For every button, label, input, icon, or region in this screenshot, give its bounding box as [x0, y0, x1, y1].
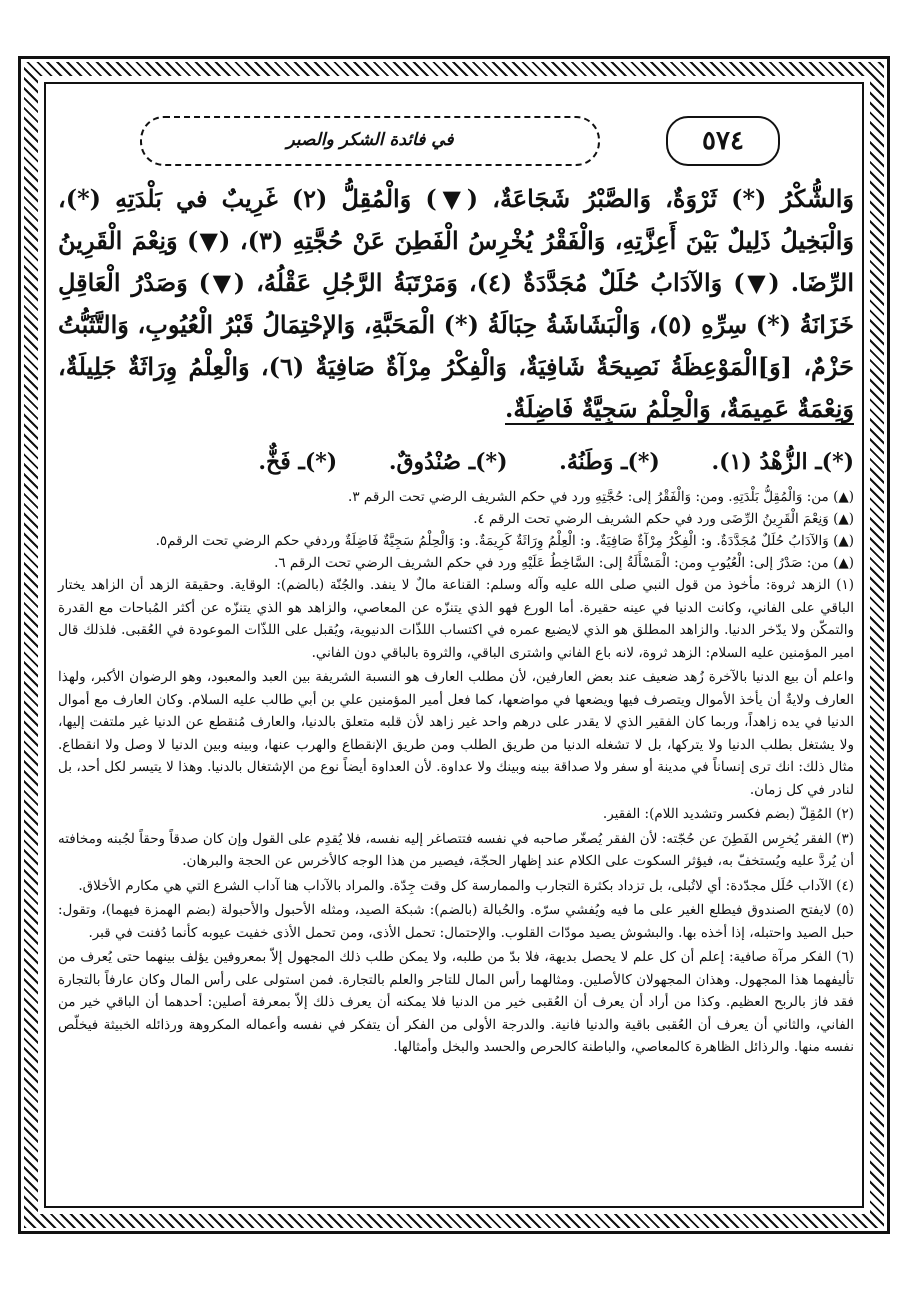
footnote: (٢) المُقِلّ (بضم فكسر وتشديد اللام): الفقير.	[602, 806, 854, 822]
main-line: وَالشُّكْرُ (*) ثَرْوَةٌ، وَالصَّبْرُ شَجَاعَةٌ، (▼) وَالْمُقِلُّ (٢) غَرِيبٌ في بَلْدَتِهِ (*)، وَالْبَخِيلُ ذَلِيلٌ بَيْنَ أَعِزَّتِهِ،	[58, 184, 854, 255]
main-line: الرَّجُلِ عَقْلُهُ، (▼) وَصَدْرُ الْعَاقِلِ خَزَانَةُ (*) سِرِّهِ (٥)، وَالْبَشَاشَةُ حِبَالَةُ (*) الْمَحَبَّةِ، وَالإحْتِمَالُ قَبْرُ	[58, 268, 855, 339]
footnote: (٦) الفكر مرآة صافية: إعلم أن كل علم لا يحصل بديهة، فلا بدّ من طلبه، ولا يمكن طلب ذلك المجهول إلاّ بمعروفين يؤلف بينهما حتى يُعرف من تأليفهما هذا المجهول. وهذان المجهولان كالأصلين. ومثالهما رأس المال للتاجر والعلم بالتجارة. فمن استولى على رأس المال وكان عارفاً بالتجارة فقد فاز بالربح العظيم. وكذا من أراد أن يعرف أن العُقبى خير من الدنيا فلا يمكنه أن يعرف ذلك إلاّ بمعرفة أصلين: أحدهما أن الباقي خير من الفاني، والثاني أن يعرف أن العُقبى باقية والدنيا فانية. والدرجة الأولى من الفكر أن يتفكر في نفسه وأعماله المكروهة ورذائله الخبيثة فيخلّص نفسه منها. والرذائل الظاهرة كالمعاصي، والباطنة كالحرص والحسد والبخل وأمثالها.	[58, 949, 854, 1055]
gloss-item: (*)ـ فَخٌّ.	[258, 449, 338, 475]
main-line: وَالْفَقْرُ يُخْرِسُ الْفَطِنَ عَنْ حُجَّتِهِ (٣)، (▼) وَنِعْمَ الْقَرِينُ الرِّضَا. (▼) وَالآدَابُ حُلَلٌ مُجَدَّدَةٌ (٤)، وَمَرْتَبَةُ	[58, 226, 854, 297]
footnote: (٤) الآداب حُلَل مجدّدة: أي لاتُبلى، بل تزداد بكثرة التجارب والممارسة كل وقت جِدّة. والمراد بالآداب هنا آداب الشرع التي هي مكارم الأخلاق.	[78, 877, 854, 894]
variant-note: (▲) من: وَالْمُقِلُّ بَلْدَتِهِ. ومن: وَالْفَقْرُ إلى: حُجَّتِهِ ورد في حكم الشريف الرضي تحت الرقم ٣.	[348, 489, 854, 505]
main-line: الْعُيُوبِ، وَالتَّثَبُّتُ حَزْمٌ، [وَ]الْمَوْعِظَةُ نَصِيحَةٌ شَافِيَةٌ، وَالْفِكْرُ مِرْآةٌ صَافِيَةٌ (٦)، وَالْعِلْمُ وِرَاثَةٌ جَلِيلَةٌ،	[58, 310, 854, 381]
gloss-item: (*)ـ وَطَنُهُ.	[559, 449, 660, 475]
page-number: ٥٧٤	[666, 116, 780, 166]
variant-note: (▲) وَالآدَابُ حُلَلٌ مُجَدَّدَةٌ. و: الْفِكْرُ مِرْآةٌ صَافِيَةٌ. و: الْعِلْمُ وِرَاثَةٌ كَرِيمَةٌ. و: وَالْحِلْمُ سَجِيَّةٌ فَاضِلَةٌ وردفي حكم الرضي تحت الرقم٥.	[155, 533, 854, 549]
footnotes	[58, 574, 854, 1059]
gloss-item: (*)ـ الزُّهْدُ (١).	[711, 449, 854, 475]
page-header	[140, 116, 780, 166]
gloss-item: (*)ـ صُنْدُوقٌ.	[388, 449, 508, 475]
main-text	[58, 178, 854, 430]
footnote: (٣) الفقر يُخرِس الفَطِنَ عن حُجّته: لأن الفقر يُصغّر صاحبه في نفسه فتتصاغر إليه نفسه، فلا يُقدِم على القول وإن كان صدقاً وحقاً لجُبنه ومخافته أن يُردَّ عليه ويُستخفّ به، فيؤثر السكوت على الكلام عند إظهار الحجّة، فيصير من هذا الوجه كالأخرس عن الحجة والبرهان.	[58, 830, 854, 869]
variant-note: (▲) من: صَدْرُ إلى: الْعُيُوبِ ومن: الْمَسْأَلَةُ إلى: السَّاخِطُ عَلَيْهِ ورد في حكم الشريف الرضي تحت الرقم ٦.	[274, 555, 854, 571]
footnote: (١) الزهد ثروة: مأخوذ من قول النبي صلى الله عليه وآله وسلم: القناعة مالٌ لا ينفد. والجُنّة (بالضم): الوقاية. وحقيقة الزهد أن الزاهد يختار الباقي على الفاني، وكانت الدنيا في عينه حقيرة. أما الورع فهو الذي يتنزّه عن المعاصي، والزاهد هو الذي يتنزّه عن أكثر المُباحات مع القدرة والتمكّن ولا يدّخر الدنيا. والزاهد المطلق هو الذي لايضيع عمره في اكتساب اللذّات الدنيوية، ويُقبل على اللذّات الموعودة في العُقبى. فلذلك قال امير المؤمنين عليه السلام: الزهد ثروة، لانه باع الفاني واشترى الباقي، والثروة بالباقي دون الفاني.	[58, 577, 854, 661]
page-content	[58, 178, 854, 1061]
running-title: في فائدة الشكر والصبر	[140, 116, 600, 166]
main-line: وَنِعْمَةٌ عَمِيمَةٌ، وَالْحِلْمُ سَجِيَّةٌ فَاضِلَةٌ.	[505, 394, 854, 423]
footnote: واعلم أن بيع الدنيا بالآخرة زُهد ضعيف عند بعض العارفين، لأن مطلب العارف هو النسبة الشريفة بين العبد والمعبود، وهو الرضوان الأكبر، ولهذا العارف ولايةٌ أن يأخذ الأموال ويتصرف فيها ويضعها في مواضعها، كما فعل أمير المؤمنين علي بن أبي طالب عليه السلام. وكان العارف مع أموال الدنيا في يده زاهداً، وربما كان الفقير الذي لا يقدر على درهم واحد غير زاهد لأن قلبه متعلق بالدنيا، والعارف مُنقطع عن الدنيا غير ملتفت إليها، ولا يشتغل بطلب الدنيا ولا يتركها، بل لا تشغله الدنيا من طريق الطلب ومن طريق الإنقطاع والهرب عنها، وبينه وبين الدنيا لا وصل ولا انقطاع. مثال ذلك: انك ترى إنساناً في مدينة أو سفر ولا صداقة بينه وبينك ولا عداوة. لأن العداوة أيضاً نوع من الإشتغال بالدنيا. وهذا لا يتيسر لكل أحد، بل لنادر في كل زمان.	[58, 669, 854, 798]
variant-note: (▲) وَنِعْمَ الْقَرِينُ الرِّضَى ورد في حكم الشريف الرضي تحت الرقم ٤.	[473, 511, 854, 527]
glosses	[58, 444, 854, 480]
footnote: (٥) لايفتح الصندوق فيطلع الغير على ما فيه ويُفشي سرّه. والحُبالة (بالضم): شبكة الصيد، ومثله الأحبول والأحبولة (بضم الهمزة فيهما)، وتقول: حبل الصيد واحتبله، إذا أخذه بها. والبشوش يصيد مودّات القلوب. والإحتمال: تحمل الأذى، ومن تحمل الأذى خفيت عيوبه كأنما دُفنت في قبر.	[58, 902, 854, 941]
variant-readings	[58, 486, 854, 574]
